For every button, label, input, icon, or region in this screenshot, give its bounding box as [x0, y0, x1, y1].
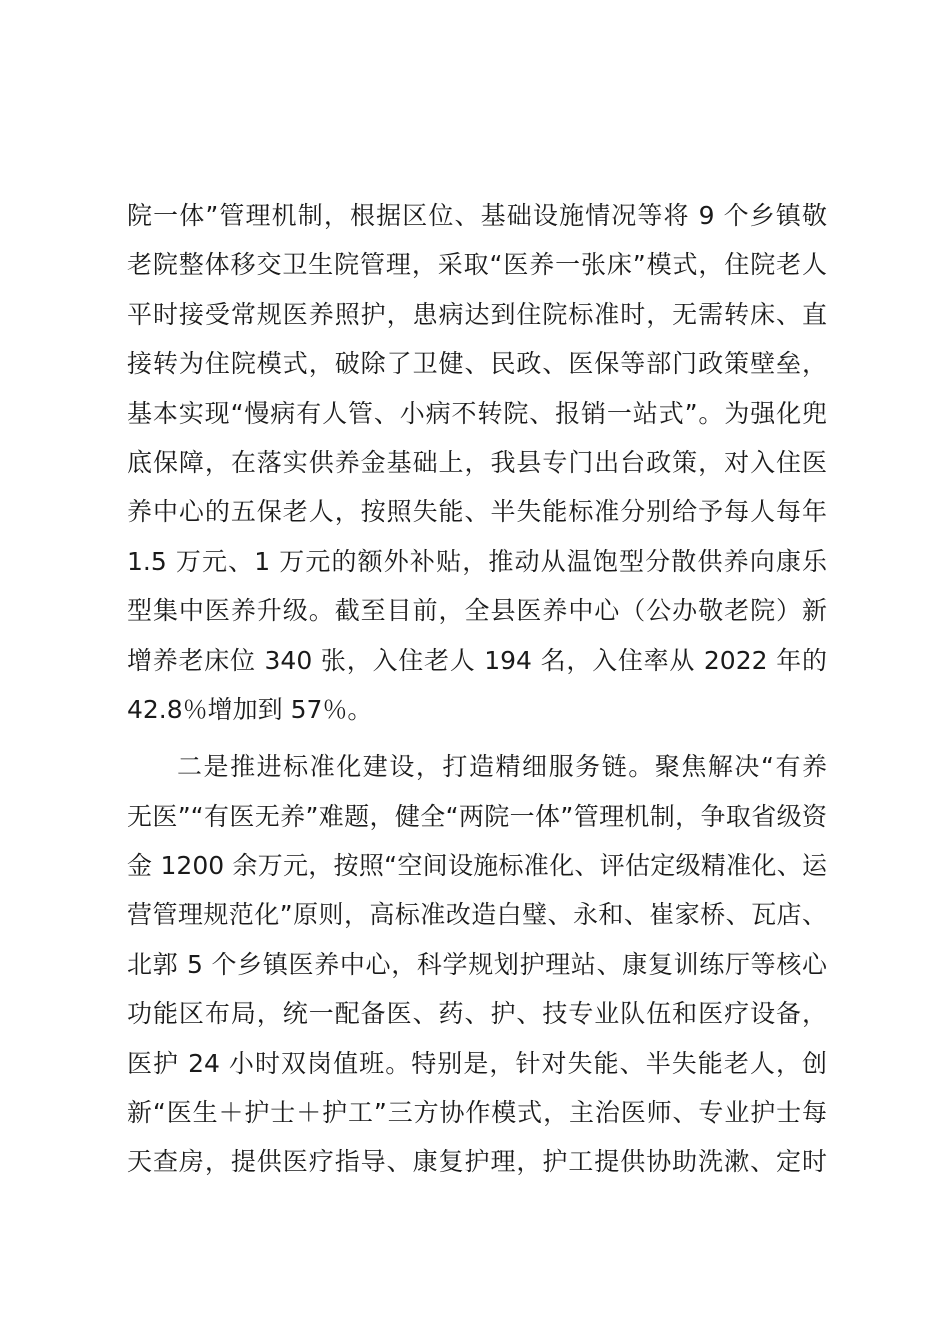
paragraph-line: 增养老床位 340 张，入住老人 194 名，入住率从 2022 年的 [127, 645, 827, 675]
paragraph-line: 功能区布局，统一配备医、药、护、技专业队伍和医疗设备， [127, 999, 827, 1029]
paragraph-line: 院一体”管理机制，根据区位、基础设施情况等将 9 个乡镇敬 [127, 201, 827, 230]
paragraph-line: 基本实现“慢病有人管、小病不转院、报销一站式”。为强化兜 [127, 398, 827, 428]
paragraph-line: 型集中医养升级。截至目前，全县医养中心（公办敬老院）新 [127, 596, 827, 626]
paragraph-spacer [127, 734, 827, 742]
paragraph-line: 老院整体移交卫生院管理，采取“医养一张床”模式，住院老人 [127, 250, 827, 280]
paragraph-line: 新“医生＋护士＋护工”三方协作模式，主治医师、专业护士每 [127, 1098, 827, 1128]
paragraph-line: 北郭 5 个乡镇医养中心，科学规划护理站、康复训练厅等核心 [127, 949, 827, 979]
paragraph-2 [127, 742, 827, 1187]
paragraph-line: 养中心的五保老人，按照失能、半失能标准分别给予每人每年 [127, 497, 827, 527]
paragraph-line: 接转为住院模式，破除了卫健、民政、医保等部门政策壁垒， [127, 349, 827, 379]
paragraph-line: 营管理规范化”原则，高标准改造白璧、永和、崔家桥、瓦店、 [127, 900, 827, 930]
paragraph-line: 金 1200 余万元，按照“空间设施标准化、评估定级精准化、运 [127, 851, 827, 881]
paragraph-line: 二是推进标准化建设，打造精细服务链。聚焦解决“有养 [177, 752, 827, 782]
paragraph-1 [127, 191, 827, 734]
paragraph-line: 无医”“有医无养”难题，健全“两院一体”管理机制，争取省级资 [127, 801, 827, 831]
paragraph-line: 1.5 万元、1 万元的额外补贴，推动从温饱型分散供养向康乐 [127, 546, 827, 576]
paragraph-line: 平时接受常规医养照护，患病达到住院标准时，无需转床、直 [127, 299, 827, 329]
document-body [127, 191, 827, 1187]
paragraph-line: 天查房，提供医疗指导、康复护理，护工提供协助洗漱、定时 [127, 1147, 827, 1177]
paragraph-line: 医护 24 小时双岗值班。特别是，针对失能、半失能老人，创 [127, 1048, 827, 1078]
paragraph-line: 底保障，在落实供养金基础上，我县专门出台政策，对入住医 [127, 447, 827, 477]
paragraph-line: 42.8％增加到 57％。 [127, 694, 373, 724]
